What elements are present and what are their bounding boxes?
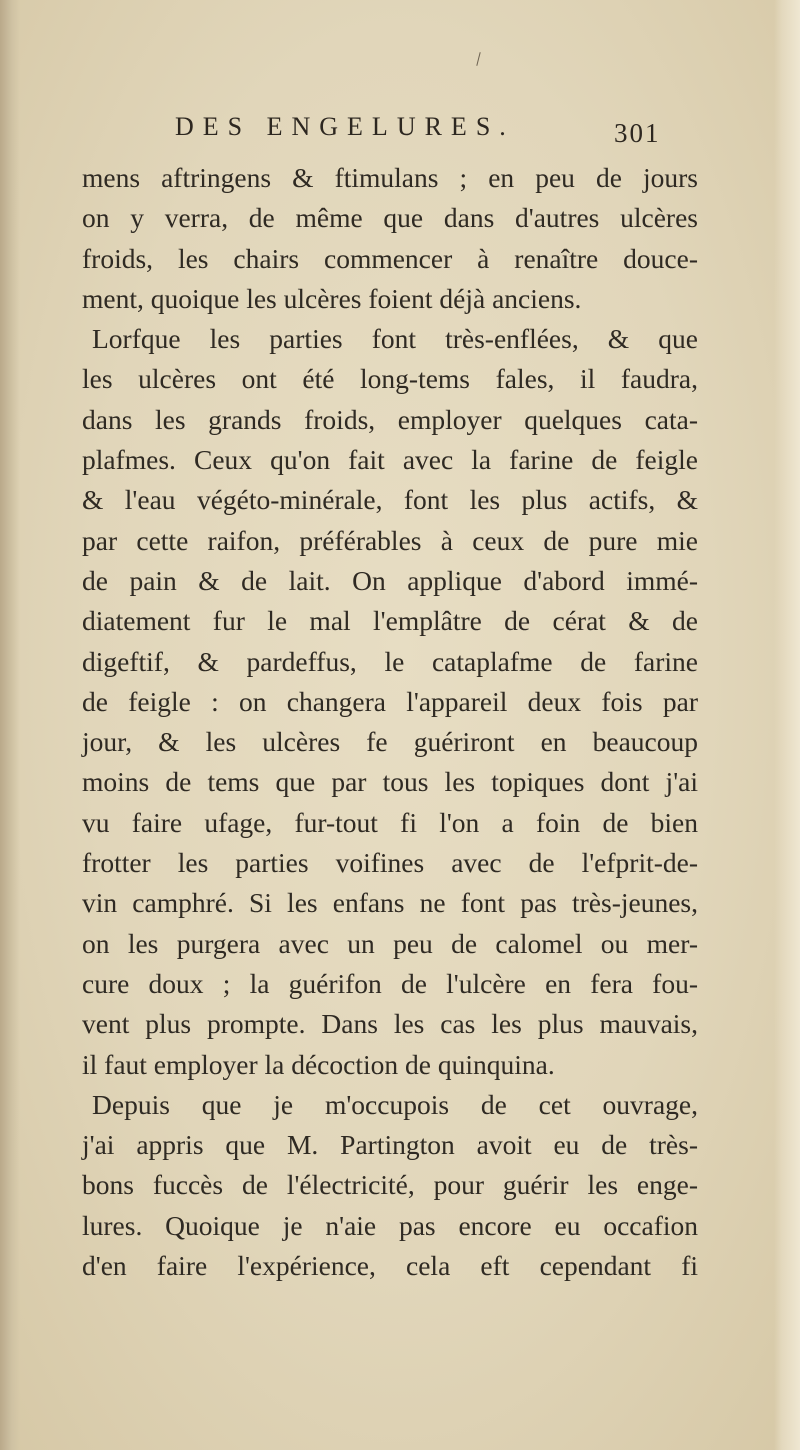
page-edge-highlight [774, 0, 800, 1450]
text-line: froids, les chairs commencer à renaître douce- [82, 242, 698, 274]
text-line: dans les grands froids, employer quelques cata- [82, 403, 698, 435]
body-text [82, 158, 698, 1286]
text-line: cure doux ; la guérifon de l'ulcère en fera fou- [82, 967, 698, 999]
text-line: de pain & de lait. On applique d'abord immé- [82, 564, 698, 596]
text-line: il faut employer la décoction de quinquina. [82, 1048, 555, 1080]
text-line: par cette raifon, préférables à ceux de pure mie [82, 524, 698, 556]
text-line: moins de tems que par tous les topiques dont j'ai [82, 766, 698, 798]
text-line: d'en faire l'expérience, cela eft cependant fi [82, 1250, 698, 1282]
text-line: j'ai appris que M. Partington avoit eu de très- [82, 1129, 698, 1161]
text-line: & l'eau végéto-minérale, font les plus actifs, & [82, 484, 698, 516]
text-line: Lorfque les parties font très-enflées, & que [92, 323, 698, 355]
text-line: vin camphré. Si les enfans ne font pas très-jeunes, [82, 887, 698, 919]
text-line: bons fuccès de l'électricité, pour guérir les enge- [82, 1169, 698, 1201]
text-line: vu faire ufage, fur-tout fi l'on a foin de bien [82, 806, 698, 838]
text-line: lures. Quoique je n'aie pas encore eu occafion [82, 1209, 698, 1241]
text-line: jour, & les ulcères fe guériront en beaucoup [82, 726, 698, 758]
page-number: 301 [614, 118, 661, 148]
page-gutter-shadow [0, 0, 20, 1450]
running-head: DES ENGELURES. [175, 112, 515, 141]
ink-mark [476, 52, 480, 66]
text-line: les ulcères ont été long-tems fales, il faudra, [82, 363, 698, 395]
text-line: diatement fur le mal l'emplâtre de cérat & de [82, 605, 698, 637]
text-line: on y verra, de même que dans d'autres ulcères [82, 202, 698, 234]
text-line: on les purgera avec un peu de calomel ou mer- [82, 927, 698, 959]
text-line: mens aftringens & ftimulans ; en peu de jours [82, 162, 698, 193]
text-line: ment, quoique les ulcères foient déjà anciens. [82, 282, 582, 314]
text-line: digeftif, & pardeffus, le cataplafme de farine [82, 645, 698, 677]
text-line: frotter les parties voifines avec de l'efprit-de- [82, 847, 698, 879]
text-line: vent plus prompte. Dans les cas les plus mauvais, [82, 1008, 698, 1040]
text-line: de feigle : on changera l'appareil deux fois par [82, 685, 698, 717]
text-line: Depuis que je m'occupois de cet ouvrage, [92, 1088, 698, 1120]
text-line: plafmes. Ceux qu'on fait avec la farine de feigle [82, 444, 698, 476]
